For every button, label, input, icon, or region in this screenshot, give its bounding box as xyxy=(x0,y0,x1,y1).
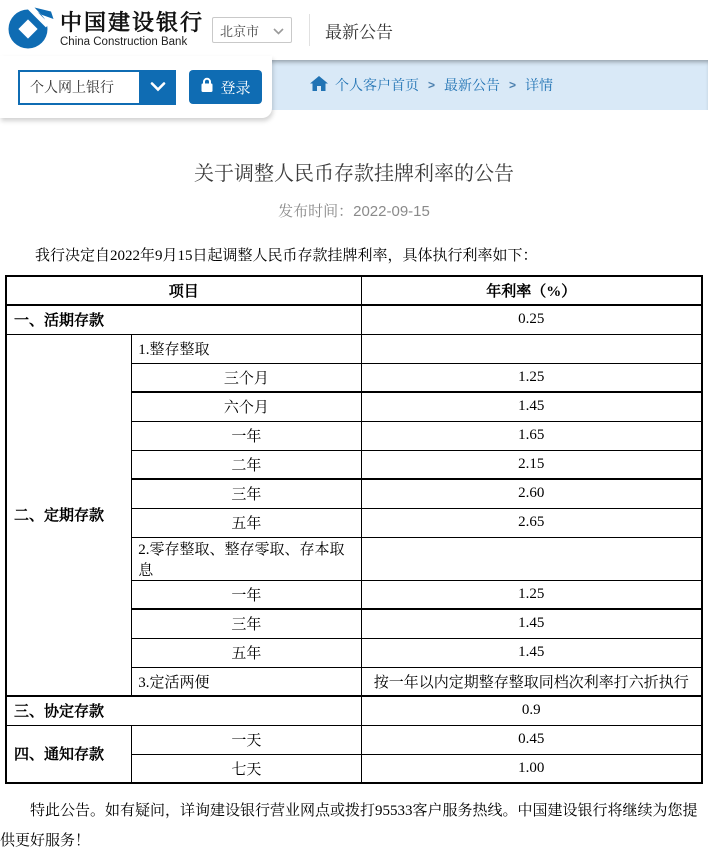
ccb-logo-icon xyxy=(8,6,54,55)
rate-cell: 0.25 xyxy=(361,305,702,334)
category-cell: 一、活期存款 xyxy=(6,305,361,334)
rate-cell xyxy=(361,537,702,580)
chevron-down-icon xyxy=(273,23,284,38)
rate-cell: 1.45 xyxy=(361,609,702,638)
page-section-title: 最新公告 xyxy=(325,22,394,42)
table-row xyxy=(6,305,702,334)
term-cell: 一年 xyxy=(132,421,361,450)
term-cell: 三年 xyxy=(132,479,361,508)
term-cell: 一天 xyxy=(132,725,361,754)
channel-select-value: 个人网上银行 xyxy=(18,70,139,105)
rate-cell: 2.60 xyxy=(361,479,702,508)
closing-paragraph: 特此公告。如有疑问，详询建设银行营业网点或拨打95533客户服务热线。中国建设银行将继续为您提供更好服务！ xyxy=(0,803,698,849)
term-cell: 五年 xyxy=(132,638,361,667)
rate-cell: 2.65 xyxy=(361,508,702,537)
city-select-value: 北京市 xyxy=(220,23,260,39)
breadcrumb-current-page: 详情 xyxy=(525,77,554,93)
rate-cell: 1.65 xyxy=(361,421,702,450)
table-header-row xyxy=(6,276,702,305)
publish-time: 发布时间：2022-09-15 xyxy=(278,203,430,220)
login-button-label: 登录 xyxy=(220,79,251,97)
breadcrumb-item-label: 最新公告 xyxy=(444,77,501,93)
category-cell: 四、通知存款 xyxy=(6,725,132,783)
rate-cell: 1.45 xyxy=(361,638,702,667)
rate-cell: 1.25 xyxy=(361,363,702,392)
header-divider xyxy=(309,14,310,46)
term-cell: 六个月 xyxy=(132,392,361,421)
lock-icon xyxy=(200,77,214,97)
table-row xyxy=(6,334,702,363)
interest-rate-table xyxy=(5,275,703,784)
subitem-cell: 3.定活两便 xyxy=(132,667,361,696)
article-title: 关于调整人民币存款挂牌利率的公告 xyxy=(194,163,514,185)
term-cell: 一年 xyxy=(132,580,361,609)
subitem-cell: 1.整存整取 xyxy=(132,334,361,363)
city-select[interactable] xyxy=(212,17,292,43)
table-row xyxy=(6,696,702,725)
term-cell: 七天 xyxy=(132,754,361,783)
rate-cell: 1.45 xyxy=(361,392,702,421)
rate-cell: 1.00 xyxy=(361,754,702,783)
column-header-item: 项目 xyxy=(6,276,361,305)
breadcrumb-item-label: 个人客户首页 xyxy=(335,77,419,93)
bank-logo[interactable] xyxy=(8,6,204,55)
term-cell: 五年 xyxy=(132,508,361,537)
home-icon xyxy=(310,76,328,94)
bank-logo-text xyxy=(60,9,205,49)
rate-cell: 0.45 xyxy=(361,725,702,754)
login-button[interactable] xyxy=(189,70,262,104)
bank-name-chinese: 中国建设银行 xyxy=(60,9,205,35)
breadcrumb xyxy=(310,60,553,110)
chevron-down-icon xyxy=(139,70,176,105)
column-header-rate: 年利率（%） xyxy=(361,276,702,305)
announcement-article xyxy=(0,110,708,856)
category-cell: 三、协定存款 xyxy=(6,696,361,725)
sub-header-bar xyxy=(0,60,708,110)
rate-cell: 1.25 xyxy=(361,580,702,609)
intro-paragraph: 我行决定自2022年9月15日起调整人民币存款挂牌利率，具体执行利率如下： xyxy=(35,248,538,264)
category-cell: 二、定期存款 xyxy=(6,334,132,696)
rate-cell: 0.9 xyxy=(361,696,702,725)
bank-name-english: China Construction Bank xyxy=(60,35,188,48)
breadcrumb-home-link[interactable] xyxy=(310,75,419,95)
rate-cell: 按一年以内定期整存整取同档次利率打六折执行 xyxy=(361,667,702,696)
breadcrumb-announcements-link[interactable] xyxy=(444,75,500,95)
term-cell: 三个月 xyxy=(132,363,361,392)
breadcrumb-separator: > xyxy=(509,78,517,92)
term-cell: 二年 xyxy=(132,450,361,479)
term-cell: 三年 xyxy=(132,609,361,638)
channel-select[interactable] xyxy=(18,70,176,105)
rate-cell xyxy=(361,334,702,363)
breadcrumb-separator: > xyxy=(428,78,436,92)
top-header xyxy=(0,0,708,60)
rate-cell: 2.15 xyxy=(361,450,702,479)
login-panel xyxy=(0,56,272,118)
subitem-cell: 2.零存整取、整存零取、存本取息 xyxy=(132,537,361,580)
table-row xyxy=(6,725,702,754)
